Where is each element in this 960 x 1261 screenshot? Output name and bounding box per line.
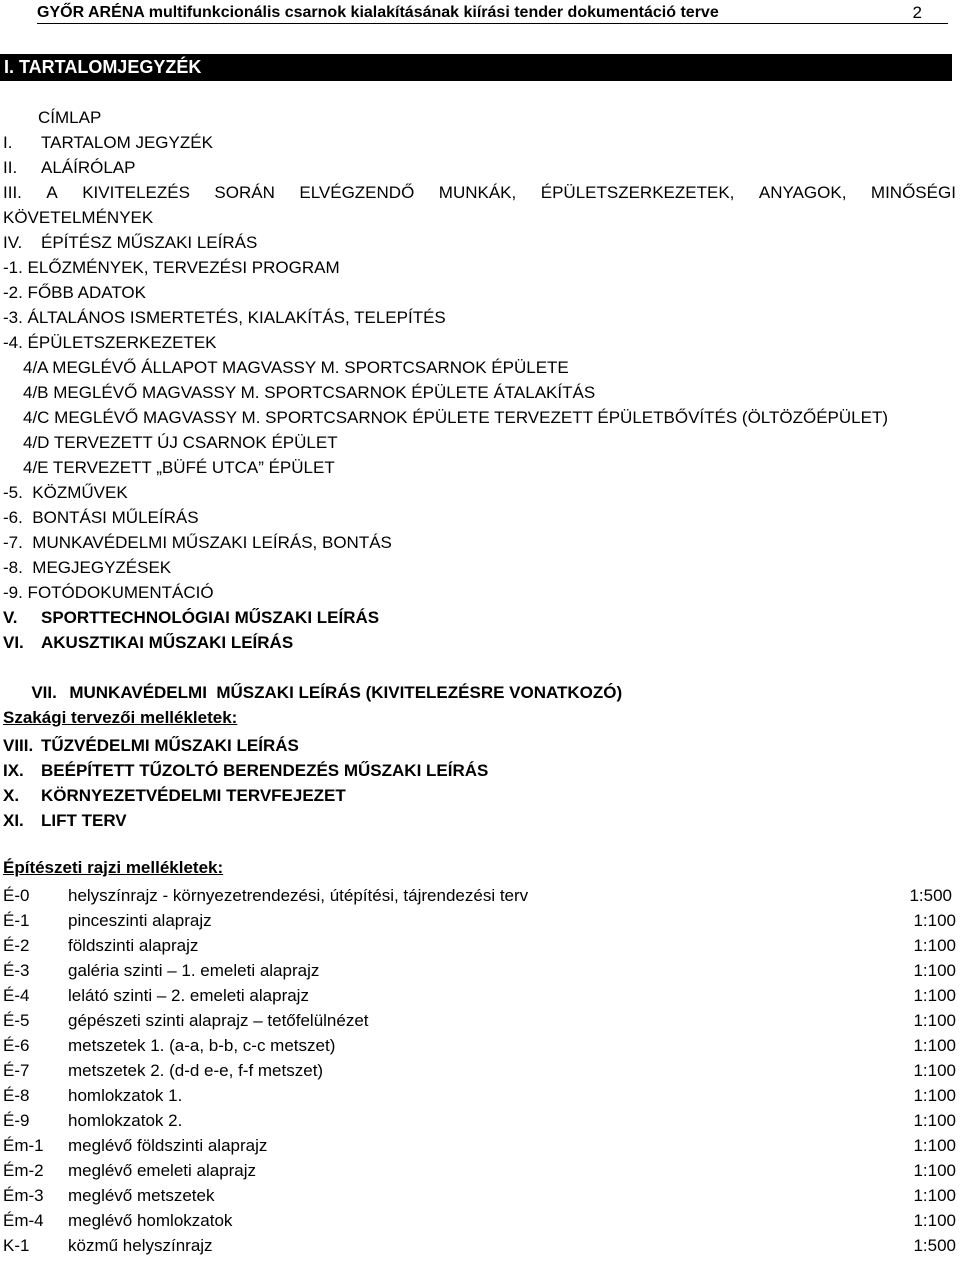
toc-cimlap: CÍMLAP xyxy=(38,108,102,127)
drawing-row xyxy=(0,1158,960,1183)
toc-item-number: VI. xyxy=(3,633,24,652)
toc-item xyxy=(0,155,960,180)
specialist-item-number: IX. xyxy=(3,761,24,780)
drawing-description: metszetek 1. (a-a, b-b, c-c metszet) xyxy=(68,1036,336,1055)
toc-item-number: I. xyxy=(3,133,13,152)
drawing-row xyxy=(0,1183,960,1208)
drawing-row xyxy=(0,883,960,908)
toc-sub-subitem: 4/A MEGLÉVŐ ÁLLAPOT MAGVASSY M. SPORTCSARNOK ÉPÜLETE xyxy=(23,358,569,377)
specialist-item xyxy=(0,758,960,783)
drawing-code: K-1 xyxy=(3,1236,30,1255)
drawing-description: homlokzatok 1. xyxy=(68,1086,183,1105)
specialist-item xyxy=(0,808,960,833)
toc-item-label: TARTALOM JEGYZÉK xyxy=(41,133,213,152)
drawing-code: É-8 xyxy=(3,1086,30,1105)
toc-subitem: -7. MUNKAVÉDELMI MŰSZAKI LEÍRÁS, BONTÁS xyxy=(3,533,392,552)
specialist-heading: Szakági tervezői mellékletek: xyxy=(3,708,238,727)
toc-word: MINŐSÉGI xyxy=(870,183,956,202)
toc-subitem: -9. FOTÓDOKUMENTÁCIÓ xyxy=(3,583,214,602)
toc-item-label: AKUSZTIKAI MŰSZAKI LEÍRÁS xyxy=(41,633,294,652)
drawing-scale: 1:100 xyxy=(913,1161,956,1180)
drawing-scale: 1:100 xyxy=(913,1111,956,1130)
drawing-code: É-2 xyxy=(3,936,30,955)
drawing-code: É-6 xyxy=(3,1036,30,1055)
specialist-item-label: TŰZVÉDELMI MŰSZAKI LEÍRÁS xyxy=(41,736,299,755)
drawing-code: Ém-2 xyxy=(3,1161,44,1180)
drawing-description: meglévő emeleti alaprajz xyxy=(68,1161,257,1180)
drawing-description: homlokzatok 2. xyxy=(68,1111,183,1130)
toc-item-label: MUNKAVÉDELMI MŰSZAKI LEÍRÁS (KIVITELEZÉSRE VONATKOZÓ) xyxy=(69,683,623,702)
drawing-row xyxy=(0,983,960,1008)
drawing-scale: 1:100 xyxy=(913,936,956,955)
specialist-item-label: BEÉPÍTETT TŰZOLTÓ BERENDEZÉS MŰSZAKI LEÍRÁS xyxy=(41,761,489,780)
drawing-description: meglévő homlokzatok xyxy=(68,1211,233,1230)
drawing-row xyxy=(0,908,960,933)
drawing-code: É-0 xyxy=(3,886,30,905)
drawings-list xyxy=(0,883,960,1258)
toc-word: III. xyxy=(3,183,22,202)
drawing-description: lelátó szinti – 2. emeleti alaprajz xyxy=(68,986,309,1005)
page-number: 2 xyxy=(912,3,922,22)
drawing-description: gépészeti szinti alaprajz – tetőfelülnézet xyxy=(68,1011,369,1030)
drawing-code: É-1 xyxy=(3,911,30,930)
toc-subitem: -4. ÉPÜLETSZERKEZETEK xyxy=(3,333,217,352)
page-header xyxy=(37,3,948,24)
specialist-item-number: VIII. xyxy=(3,736,34,755)
section-heading-bar xyxy=(0,54,952,81)
drawing-scale: 1:100 xyxy=(913,1061,956,1080)
drawing-code: Ém-4 xyxy=(3,1211,44,1230)
toc-item xyxy=(0,230,960,255)
drawing-scale: 1:100 xyxy=(913,1186,956,1205)
drawing-description: meglévő földszinti alaprajz xyxy=(68,1136,268,1155)
drawing-scale: 1:100 xyxy=(913,986,956,1005)
specialist-item-number: X. xyxy=(3,786,20,805)
toc-word: SORÁN xyxy=(214,183,275,202)
toc-subitem: -8. MEGJEGYZÉSEK xyxy=(3,558,172,577)
table-of-contents xyxy=(0,105,960,702)
drawing-row xyxy=(0,933,960,958)
header-title: GYŐR ARÉNA multifunkcionális csarnok kialakításának kiírási tender dokumentáció terve xyxy=(37,4,719,21)
drawing-code: É-9 xyxy=(3,1111,30,1130)
toc-subitem: -3. ÁLTALÁNOS ISMERTETÉS, KIALAKÍTÁS, TELEPÍTÉS xyxy=(3,308,446,327)
toc-item xyxy=(0,130,960,155)
drawing-description: galéria szinti – 1. emeleti alaprajz xyxy=(68,961,320,980)
toc-subitem: -6. BONTÁSI MŰLEÍRÁS xyxy=(3,508,199,527)
toc-item xyxy=(0,655,960,702)
specialist-item xyxy=(0,733,960,758)
drawing-row xyxy=(0,1058,960,1083)
drawing-row xyxy=(0,1083,960,1108)
drawing-description: meglévő metszetek xyxy=(68,1186,215,1205)
drawing-scale: 1:500 xyxy=(909,886,952,905)
toc-item-3 xyxy=(0,180,960,205)
toc-item-3-continuation: KÖVETELMÉNYEK xyxy=(3,208,154,227)
drawing-code: Ém-1 xyxy=(3,1136,44,1155)
drawing-description: helyszínrajz - környezetrendezési, útépítési, tájrendezési terv xyxy=(68,886,529,905)
toc-sub-subitem: 4/D TERVEZETT ÚJ CSARNOK ÉPÜLET xyxy=(23,433,338,452)
toc-word: MUNKÁK, xyxy=(438,183,517,202)
toc-word: ÉPÜLETSZERKEZETEK, xyxy=(540,183,735,202)
toc-item xyxy=(0,605,960,630)
toc-word: ELVÉGZENDŐ xyxy=(299,183,415,202)
drawing-row xyxy=(0,1233,960,1258)
toc-sub-subitem: 4/B MEGLÉVŐ MAGVASSY M. SPORTCSARNOK ÉPÜLETE ÁTALAKÍTÁS xyxy=(23,383,596,402)
drawing-scale: 1:100 xyxy=(913,1086,956,1105)
toc-word: A xyxy=(46,183,58,202)
toc-item-number: VII. xyxy=(31,683,57,702)
toc-item-number: IV. xyxy=(3,233,23,252)
drawing-description: metszetek 2. (d-d e-e, f-f metszet) xyxy=(68,1061,324,1080)
drawing-row xyxy=(0,1108,960,1133)
drawing-code: É-5 xyxy=(3,1011,30,1030)
drawing-scale: 1:100 xyxy=(913,1211,956,1230)
drawing-scale: 1:100 xyxy=(913,1136,956,1155)
toc-subitem: -5. KÖZMŰVEK xyxy=(3,483,128,502)
drawing-code: É-7 xyxy=(3,1061,30,1080)
toc-word: KIVITELEZÉS xyxy=(82,183,190,202)
toc-item-label: ALÁÍRÓLAP xyxy=(41,158,136,177)
toc-item-label: SPORTTECHNOLÓGIAI MŰSZAKI LEÍRÁS xyxy=(41,608,380,627)
drawing-code: Ém-3 xyxy=(3,1186,44,1205)
specialist-item xyxy=(0,783,960,808)
toc-subitem: -1. ELŐZMÉNYEK, TERVEZÉSI PROGRAM xyxy=(3,258,340,277)
specialist-list xyxy=(0,733,960,833)
drawing-code: É-4 xyxy=(3,986,30,1005)
drawing-scale: 1:100 xyxy=(913,911,956,930)
drawing-scale: 1:500 xyxy=(913,1236,956,1255)
toc-item-label: ÉPÍTÉSZ MŰSZAKI LEÍRÁS xyxy=(41,233,258,252)
toc-item-number: II. xyxy=(3,158,18,177)
drawing-row xyxy=(0,1133,960,1158)
toc-item xyxy=(0,630,960,655)
toc-word: ANYAGOK, xyxy=(758,183,847,202)
specialist-item-label: KÖRNYEZETVÉDELMI TERVFEJEZET xyxy=(41,786,346,805)
drawing-row xyxy=(0,1008,960,1033)
drawing-description: földszinti alaprajz xyxy=(68,936,199,955)
drawing-code: É-3 xyxy=(3,961,30,980)
drawing-description: pinceszinti alaprajz xyxy=(68,911,212,930)
section-heading: I. TARTALOMJEGYZÉK xyxy=(4,57,202,77)
specialist-item-number: XI. xyxy=(3,811,24,830)
specialist-item-label: LIFT TERV xyxy=(41,811,127,830)
drawing-scale: 1:100 xyxy=(913,961,956,980)
drawing-row xyxy=(0,1033,960,1058)
drawing-scale: 1:100 xyxy=(913,1036,956,1055)
drawing-description: közmű helyszínrajz xyxy=(68,1236,213,1255)
toc-sub-subitem: 4/E TERVEZETT „BÜFÉ UTCA” ÉPÜLET xyxy=(23,458,335,477)
drawing-scale: 1:100 xyxy=(913,1011,956,1030)
toc-sub-subitem: 4/C MEGLÉVŐ MAGVASSY M. SPORTCSARNOK ÉPÜLETE TERVEZETT ÉPÜLETBŐVÍTÉS (ÖLTÖZŐÉPÜLET) xyxy=(23,408,888,427)
toc-item-number: V. xyxy=(3,608,18,627)
drawings-heading: Építészeti rajzi mellékletek: xyxy=(3,858,224,877)
toc-subitem: -2. FŐBB ADATOK xyxy=(3,283,146,302)
drawing-row xyxy=(0,958,960,983)
drawing-row xyxy=(0,1208,960,1233)
